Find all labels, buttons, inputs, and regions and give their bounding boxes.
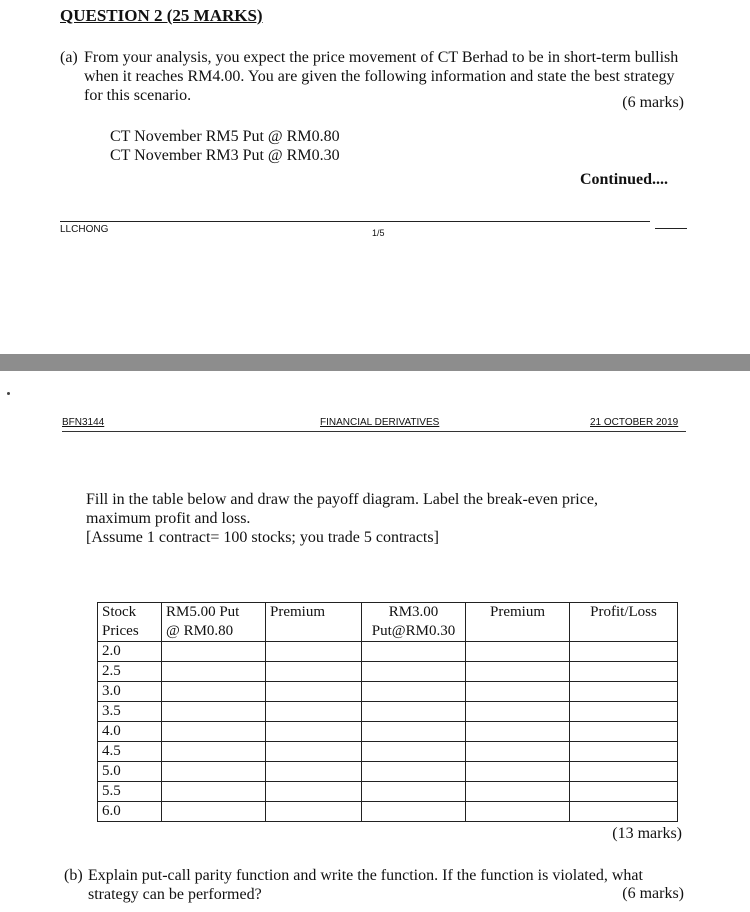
rm3-put-cell[interactable] <box>362 642 466 662</box>
rm5-put-cell[interactable] <box>162 642 266 662</box>
rm3-put-cell[interactable] <box>362 702 466 722</box>
premium-1-cell[interactable] <box>266 642 362 662</box>
profit-loss-cell[interactable] <box>570 642 678 662</box>
footer-divider-right <box>655 228 687 229</box>
stock-price-cell: 2.0 <box>98 642 162 662</box>
header-rm3-line1: RM3.00 <box>388 604 439 620</box>
page-break-band <box>0 354 750 371</box>
footer-page-number: 1/5 <box>372 228 385 238</box>
premium-1-cell[interactable] <box>266 662 362 682</box>
premium-2-cell[interactable] <box>466 722 570 742</box>
stock-price-cell: 3.5 <box>98 702 162 722</box>
table-marks: (13 marks) <box>612 825 682 842</box>
premium-2-cell[interactable] <box>466 682 570 702</box>
header-divider <box>62 431 686 432</box>
rm5-put-cell[interactable] <box>162 762 266 782</box>
continued-note: Continued.... <box>579 171 668 188</box>
header-rm5-line2: @ RM0.80 <box>166 623 234 639</box>
table-row <box>98 782 678 802</box>
header-premium-2 <box>466 603 570 642</box>
rm5-put-cell[interactable] <box>162 662 266 682</box>
header-premium-1 <box>266 603 362 642</box>
premium-2-cell[interactable] <box>466 662 570 682</box>
header-rm5-line1: RM5.00 Put <box>166 604 240 620</box>
table-row <box>98 662 678 682</box>
profit-loss-cell[interactable] <box>570 702 678 722</box>
table-instructions <box>86 490 686 547</box>
premium-1-cell[interactable] <box>266 722 362 742</box>
table-row <box>98 802 678 822</box>
table-row <box>98 762 678 782</box>
header-profit-loss-text: Profit/Loss <box>590 604 657 620</box>
part-a-label: (a) <box>60 49 78 66</box>
profit-loss-cell[interactable] <box>570 742 678 762</box>
rm3-put-cell[interactable] <box>362 782 466 802</box>
profit-loss-cell[interactable] <box>570 682 678 702</box>
rm5-put-cell[interactable] <box>162 802 266 822</box>
header-stock-line1: Stock <box>102 604 137 620</box>
premium-2-cell[interactable] <box>466 642 570 662</box>
premium-1-cell[interactable] <box>266 782 362 802</box>
stock-price-cell: 2.5 <box>98 662 162 682</box>
part-b-label: (b) <box>64 867 83 884</box>
rm5-put-cell[interactable] <box>162 782 266 802</box>
instructions-line-2: maximum profit and loss. <box>86 510 251 527</box>
stock-price-cell: 5.0 <box>98 762 162 782</box>
rm5-put-cell[interactable] <box>162 722 266 742</box>
rm5-put-cell[interactable] <box>162 682 266 702</box>
profit-loss-cell[interactable] <box>570 722 678 742</box>
instructions-line-3: [Assume 1 contract= 100 stocks; you trade 5 contracts] <box>86 529 439 546</box>
rm3-put-cell[interactable] <box>362 682 466 702</box>
table-row <box>98 642 678 662</box>
premium-1-cell[interactable] <box>266 762 362 782</box>
part-b-marks: (6 marks) <box>622 885 684 902</box>
premium-2-cell[interactable] <box>466 762 570 782</box>
footer-author: LLCHONG <box>60 224 109 235</box>
premium-2-cell[interactable] <box>466 702 570 722</box>
part-a-marks: (6 marks) <box>622 94 684 111</box>
header-exam-date: 21 OCTOBER 2019 <box>590 417 679 428</box>
premium-2-cell[interactable] <box>466 802 570 822</box>
table-row <box>98 702 678 722</box>
part-a-text: From your analysis, you expect the price movement of CT Berhad to be in short-term bullish when it reaches RM4.00. You are given the following information and state the best strategy for this scenario. <box>84 49 679 104</box>
rm5-put-cell[interactable] <box>162 742 266 762</box>
table-row <box>98 722 678 742</box>
header-rm5-put <box>162 603 266 642</box>
profit-loss-cell[interactable] <box>570 782 678 802</box>
header-course-code: BFN3144 <box>62 417 105 428</box>
rm3-put-cell[interactable] <box>362 742 466 762</box>
premium-2-cell[interactable] <box>466 782 570 802</box>
premium-1-cell[interactable] <box>266 702 362 722</box>
footer-divider <box>60 221 650 222</box>
header-profit-loss <box>570 603 678 642</box>
part-b-text: Explain put-call parity function and write the function. If the function is violated, what strategy can be performed? <box>88 867 643 903</box>
header-premium-2-text: Premium <box>490 604 545 620</box>
rm3-put-cell[interactable] <box>362 802 466 822</box>
premium-2-cell[interactable] <box>466 742 570 762</box>
header-stock-line2: Prices <box>102 623 139 639</box>
question-title: QUESTION 2 (25 MARKS) <box>60 6 263 25</box>
stock-price-cell: 4.5 <box>98 742 162 762</box>
payoff-table <box>97 602 678 822</box>
option-rm3-put: CT November RM3 Put @ RM0.30 <box>110 147 340 164</box>
scan-speck <box>7 392 10 395</box>
part-a <box>60 48 690 105</box>
stock-price-cell: 6.0 <box>98 802 162 822</box>
profit-loss-cell[interactable] <box>570 762 678 782</box>
rm3-put-cell[interactable] <box>362 722 466 742</box>
header-rm3-line2: Put@RM0.30 <box>371 623 456 639</box>
option-rm5-put: CT November RM5 Put @ RM0.80 <box>110 128 340 145</box>
header-stock-prices <box>98 603 162 642</box>
instructions-line-1: Fill in the table below and draw the payoff diagram. Label the break-even price, <box>86 491 598 508</box>
premium-1-cell[interactable] <box>266 682 362 702</box>
premium-1-cell[interactable] <box>266 802 362 822</box>
stock-price-cell: 3.0 <box>98 682 162 702</box>
profit-loss-cell[interactable] <box>570 662 678 682</box>
premium-1-cell[interactable] <box>266 742 362 762</box>
rm5-put-cell[interactable] <box>162 702 266 722</box>
header-course-name: FINANCIAL DERIVATIVES <box>320 417 440 428</box>
rm3-put-cell[interactable] <box>362 762 466 782</box>
table-row <box>98 742 678 762</box>
header-premium-1-text: Premium <box>270 604 325 620</box>
stock-price-cell: 4.0 <box>98 722 162 742</box>
stock-price-cell: 5.5 <box>98 782 162 802</box>
profit-loss-cell[interactable] <box>570 802 678 822</box>
header-rm3-put <box>362 603 466 642</box>
part-b <box>64 866 694 904</box>
table-row <box>98 682 678 702</box>
rm3-put-cell[interactable] <box>362 662 466 682</box>
table-header-row <box>98 603 678 642</box>
